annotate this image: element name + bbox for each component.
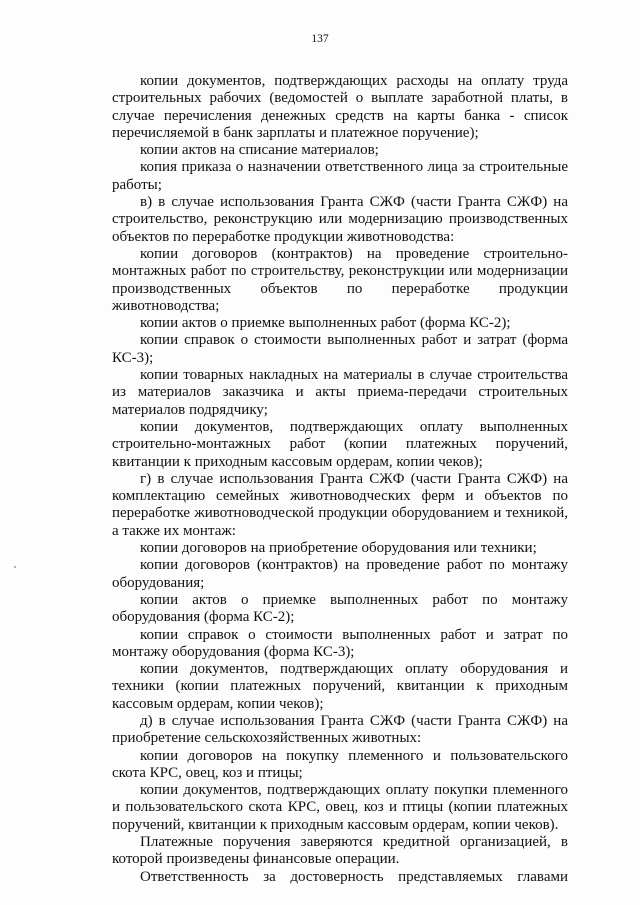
paragraph-item-d: д) в случае использования Гранта СЖФ (части Гранта СЖФ) на приобретение сельскохозяйственных животных: bbox=[112, 712, 568, 747]
paragraph-labor-costs: копии документов, подтверждающих расходы на оплату труда строительных рабочих (ведомостей о выплате заработной платы, в случае перечисления денежных средств на карты банка - список перечисляемой в банк зарплаты и платежное поручение); bbox=[112, 73, 568, 141]
document-body bbox=[112, 73, 568, 886]
paragraph-installation-contracts: копии договоров (контрактов) на проведение работ по монтажу оборудования; bbox=[112, 557, 568, 591]
page-number: 137 bbox=[311, 33, 329, 45]
paragraph-construction-contracts: копии договоров (контрактов) на проведение строительно-монтажных работ по строительству, реконструкции или модернизации производственных объектов по переработке продукции животноводства; bbox=[112, 245, 568, 314]
paragraph-installation-ks2: копии актов о приемке выполненных работ по монтажу оборудования (форма КС-2); bbox=[112, 591, 568, 626]
paragraph-item-g: г) в случае использования Гранта СЖФ (части Гранта СЖФ) на комплектацию семейных животноводческих ферм и объектов по переработке животноводческой продукции оборудованием и техникой, а также их монтаж: bbox=[112, 470, 568, 539]
paragraph-equipment-payment: копии документов, подтверждающих оплату оборудования и техники (копии платежных поручений, квитанции к приходным кассовым ордерам, копии чеков); bbox=[112, 661, 568, 712]
paragraph-responsibility: Ответственность за достоверность представляемых главами bbox=[140, 868, 568, 885]
paragraph-invoices: копии товарных накладных на материалы в случае строительства из материалов заказчика и акты приема-передачи строительных материалов подрядчику; bbox=[112, 367, 568, 418]
paragraph-livestock-payment: копии документов, подтверждающих оплату покупки племенного и пользовательского скота КРС, овец, коз и птицы (копии платежных поручений, квитанции к приходным кассовым ордерам, копии чеков). bbox=[112, 782, 568, 833]
scan-speck bbox=[14, 566, 16, 568]
paragraph-item-v: в) в случае использования Гранта СЖФ (части Гранта СЖФ) на строительство, реконструкцию или модернизацию производственных объектов по переработке продукции животноводства: bbox=[112, 194, 568, 245]
paragraph-ks2-acts: копии актов о приемке выполненных работ (форма КС-2); bbox=[140, 315, 511, 332]
paragraph-material-writeoff: копии актов на списание материалов; bbox=[140, 142, 379, 159]
paragraph-payment-orders: Платежные поручения заверяются кредитной организацией, в которой произведены финансовые операции. bbox=[112, 834, 568, 868]
paragraph-ks3-certificates: копии справок о стоимости выполненных работ и затрат (форма КС-3); bbox=[112, 332, 568, 366]
paragraph-livestock-contracts: копии договоров на покупку племенного и пользовательского скота КРС, овец, коз и птицы; bbox=[112, 747, 568, 781]
paragraph-equipment-contracts: копии договоров на приобретение оборудования или техники; bbox=[140, 540, 537, 557]
paragraph-installation-ks3: копии справок о стоимости выполненных работ и затрат по монтажу оборудования (форма КС-3); bbox=[112, 626, 568, 660]
paragraph-responsible-order: копия приказа о назначении ответственного лица за строительные работы; bbox=[112, 159, 568, 193]
paragraph-payment-documents: копии документов, подтверждающих оплату выполненных строительно-монтажных работ (копии платежных поручений, квитанции к приходным кассовым ордерам, копии чеков); bbox=[112, 418, 568, 470]
